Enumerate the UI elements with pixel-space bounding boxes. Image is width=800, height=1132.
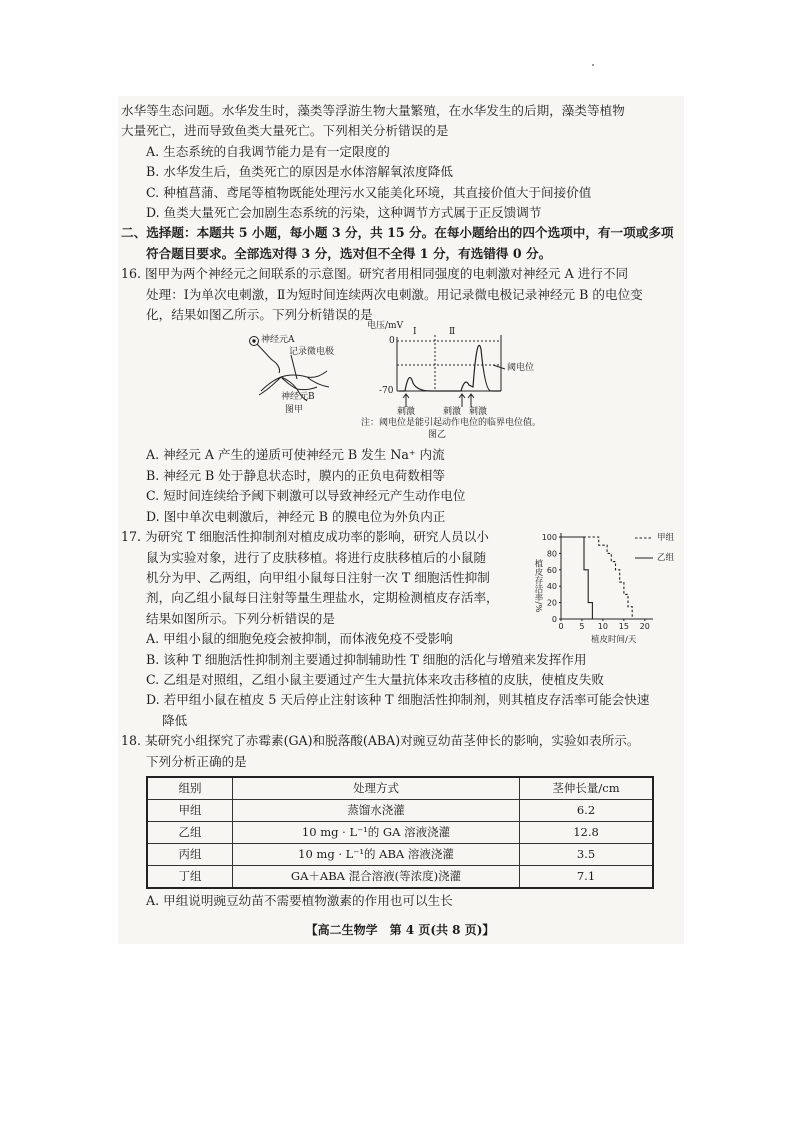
q15-line-1: 水华等生态问题。水华发生时，藻类等浮游生物大量繁殖，在水华发生的后期，藻类等植物 [121,103,625,118]
table-row [147,843,653,865]
q17-option-d-continued: 降低 [162,712,188,728]
header-treatment: 处理方式 [233,777,520,800]
series-line-yi [561,537,592,619]
q17-stem-3: 机分为甲、乙两组，向甲组小鼠每日注射一次 T 细胞活性抑制 [146,569,490,585]
page-footer: 【高二生物学 第 4 页(共 8 页)】 [305,923,495,937]
x-tick-label: 15 [618,622,629,632]
x-tick-label: 10 [597,622,608,632]
stim-label-2: 刺激 [443,407,462,418]
cell-elongation: 12.8 [520,821,654,843]
section2-instructions: 符合题目要求。全部选对得 3 分，选对但不全得 1 分，有选错得 0 分。 [146,245,552,261]
cell-group: 丁组 [147,865,233,888]
stim-arrow-1 [403,394,409,407]
neuron-b-outline [281,377,317,390]
figure-a-caption: 图甲 [285,405,304,416]
cell-group: 乙组 [147,821,233,843]
stim-arrow-3 [468,394,474,407]
y-tick-label: 40 [546,582,557,592]
y-tick-label: 80 [546,549,557,559]
header-elongation: 茎伸长量/cm [520,777,654,800]
cell-elongation: 6.2 [520,799,654,821]
cell-treatment: 蒸馏水浇灌 [233,799,520,821]
q18-option-a: A. 甲组说明豌豆幼苗不需要植物激素的作用也可以生长 [146,892,453,908]
q16-stem-1: 16. 图甲为两个神经元之间联系的示意图。研究者用相同强度的电刺激对神经元 A 进行不同 [121,266,629,282]
q18-results-table [146,776,654,889]
cell-group: 甲组 [147,799,233,821]
q15-option-d: D. 鱼类大量死亡会加剧生态系统的污染，这种调节方式属于正反馈调节 [146,205,542,221]
q16-option-c: C. 短时间连续给予阈下刺激可以导致神经元产生动作电位 [146,488,466,504]
chart-ylabel: 植皮存活率/% [533,559,543,613]
q16-stem-3: 化，结果如图乙所示。下列分析错误的是 [146,307,373,323]
cell-treatment: 10 mg · L⁻¹的 GA 溶液浇灌 [233,821,520,843]
figure-b-caption: 图乙 [428,430,447,441]
q16-option-a: A. 神经元 A 产生的递质可使神经元 B 发生 Na⁺ 内流 [146,447,445,463]
phase-2-label: Ⅱ [449,327,456,338]
q16-stem-2: 处理：Ⅰ为单次电刺激，Ⅱ为短时间连续两次电刺激。用记录微电极记录神经元 B 的电位变 [146,286,643,302]
section2-heading: 二、选择题：本题共 5 小题，每小题 3 分，共 15 分。在每小题给出的四个选项中，有一项或多项 [121,225,674,241]
cell-treatment: GA＋ABA 混合溶液(等浓度)浇灌 [233,865,520,888]
legend-label-yi: 乙组 [657,553,675,564]
y-tick-label: 20 [546,598,557,608]
cell-elongation: 3.5 [520,843,654,865]
potential-trace [399,346,501,392]
page-content [121,101,681,911]
q15-option-c: C. 种植菖蒲、鸢尾等植物既能处理污水又能美化环境，其直接价值大于间接价值 [146,184,592,200]
fig-b-ylabel: 电压/mV [367,321,404,332]
chart-xlabel: 植皮时间/天 [591,635,637,646]
header-group: 组别 [147,777,233,800]
neuron-b-label: 神经元B [281,392,315,403]
table-row [147,865,653,888]
q17-stem-5: 结果如图所示。下列分析错误的是 [146,610,335,626]
cell-elongation: 7.1 [520,865,654,888]
y-tick-label: 100 [541,533,557,543]
cell-treatment: 10 mg · L⁻¹的 ABA 溶液浇灌 [233,843,520,865]
q17-option-c: C. 乙组是对照组，乙组小鼠主要通过产生大量抗体来攻击移植的皮肤，使植皮失败 [146,671,604,687]
q16-figure-svg [121,329,681,415]
stim-label-3: 刺激 [469,407,488,418]
y-tick-label: 0 [551,615,557,625]
q16-option-b: B. 神经元 B 处于静息状态时，膜内的正负电荷数相等 [146,467,445,483]
fig-b-tick-zero: 0 [389,336,395,347]
q15-option-a: A. 生态系统的自我调节能力是有一定限度的 [146,143,390,159]
q17-option-d: D. 若甲组小鼠在植皮 5 天后停止注射该种 T 细胞活性抑制剂，则其植皮存活率可能会快速 [146,692,650,708]
q17-stem-2: 鼠为实验对象，进行了皮肤移植。将进行皮肤移植后的小鼠随 [146,549,487,565]
series-line-jia [561,537,632,619]
q17-stem-1: 17. 为研究 T 细胞活性抑制剂对植皮成功率的影响，研究人员以小 [121,529,489,545]
q17-option-b: B. 该种 T 细胞活性抑制剂主要通过抑制辅助性 T 细胞的活化与增殖来发挥作用 [146,651,587,667]
q17-stem-4: 剂，向乙组小鼠每日注射等量生理盐水，定期检测植皮存活率， [146,590,499,606]
threshold-label: 阈电位 [507,363,535,374]
cell-group: 丙组 [147,843,233,865]
x-tick-label: 5 [579,622,585,632]
y-tick-label: 60 [546,565,557,575]
table-row [147,799,653,821]
fig-b-note: 注：阈电位是能引起动作电位的临界电位值。 [361,418,542,429]
q17-option-a: A. 甲组小鼠的细胞免疫会被抑制，而体液免疫不受影响 [146,631,453,647]
q18-stem-2: 下列分析正确的是 [146,753,247,769]
threshold-pointer [493,365,505,369]
graft-survival-chart [531,529,681,647]
stim-arrow-2 [459,394,465,407]
q15-option-b: B. 水华发生后，鱼类死亡的原因是水体溶解氧浓度降低 [146,164,453,180]
scan-speck [592,64,594,66]
q15-line-2: 大量死亡，进而导致鱼类大量死亡。下列相关分析错误的是 [121,123,449,139]
figure-b-potential-plot [397,335,505,407]
x-tick-label: 0 [558,622,564,632]
neuron-a-nucleus [253,340,255,342]
stim-label-1: 刺激 [397,407,416,418]
graft-survival-plot [531,529,681,647]
neuron-a-label: 神经元A [261,335,295,346]
axon-terminal [276,363,280,373]
q18-stem-1: 18. 某研究小组探究了赤霉素(GA)和脱落酸(ABA)对豌豆幼苗茎伸长的影响，实验如表所示。 [121,733,640,749]
electrode-label: 记录微电极 [289,347,335,358]
table-row [147,821,653,843]
x-tick-label: 20 [639,622,650,632]
neuron-a-axon [257,344,276,363]
fig-b-tick-neg70: -70 [379,386,394,397]
legend-label-jia: 甲组 [657,533,675,544]
q16-figures [121,321,681,418]
table-header-row [147,777,653,800]
phase-1-label: Ⅰ [413,327,417,338]
q16-option-d: D. 图中单次电刺激后，神经元 B 的膜电位为外负内正 [146,508,446,524]
